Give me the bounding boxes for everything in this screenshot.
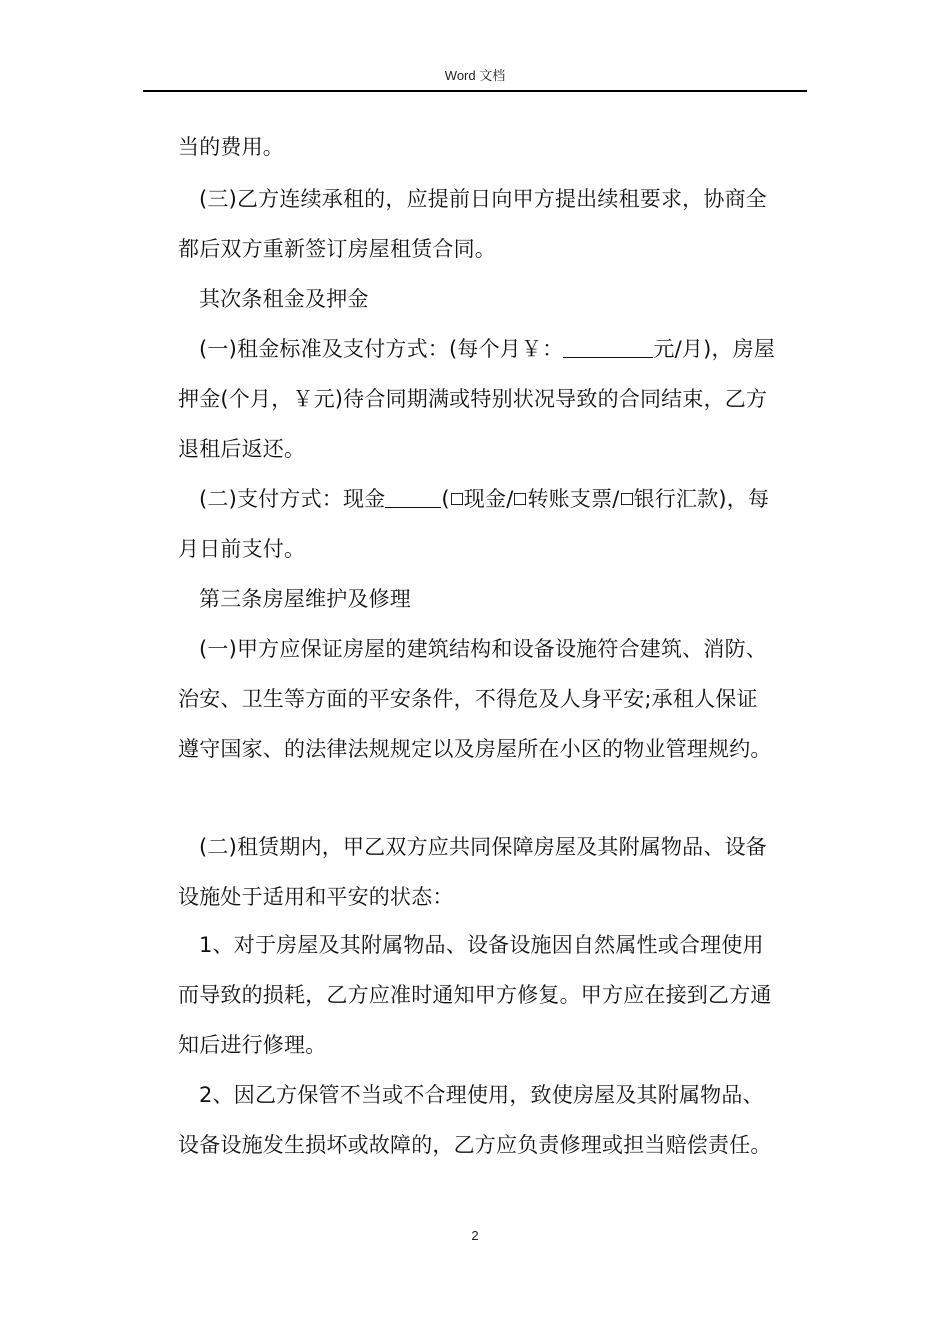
- payment-method-line: [199, 484, 839, 514]
- body-line: 2、因乙方保管不当或不合理使用，致使房屋及其附属物品、: [199, 1083, 764, 1107]
- payment-option-check: 转账支票/: [527, 487, 620, 511]
- payment-option-bank: 银行汇款)，每: [633, 487, 770, 511]
- body-line: (三)乙方连续承租的，应提前日向甲方提出续租要求，协商全: [199, 187, 767, 211]
- body-line: 1、对于房屋及其附属物品、设备设施因自然属性或合理使用: [199, 933, 764, 957]
- rent-text-before: (一)租金标准及支付方式：(每个月￥：: [199, 337, 564, 361]
- body-line: 治安、卫生等方面的平安条件，不得危及人身平安;承租人保证: [178, 687, 758, 711]
- payment-blank: [385, 487, 441, 508]
- page-number: 2: [471, 1228, 479, 1243]
- section-heading: 其次条租金及押金: [199, 287, 369, 311]
- body-line: 退租后返还。: [178, 437, 306, 461]
- body-line: (二)租赁期内，甲乙双方应共同保障房屋及其附属物品、设备: [199, 835, 767, 859]
- body-line: 押金(个月，￥元)待合同期满或特别状况导致的合同结束，乙方: [178, 387, 768, 411]
- rent-text-after: 元/月)，房屋: [653, 337, 776, 361]
- page-header: [143, 64, 807, 92]
- rent-standard-line: [199, 334, 839, 364]
- checkbox-icon: [514, 493, 526, 505]
- payment-open-paren: (: [441, 487, 450, 511]
- checkbox-icon: [621, 493, 633, 505]
- body-line: 设备设施发生损坏或故障的，乙方应负责修理或担当赔偿责任。: [178, 1133, 772, 1157]
- payment-option-cash: 现金/: [463, 487, 514, 511]
- checkbox-icon: [451, 493, 463, 505]
- body-line: (一)甲方应保证房屋的建筑结构和设备设施符合建筑、消防、: [199, 637, 767, 661]
- section-heading: 第三条房屋维护及修理: [199, 587, 411, 611]
- payment-text-before: (二)支付方式：现金: [199, 487, 386, 511]
- body-line: 遵守国家、的法律法规规定以及房屋所在小区的物业管理规约。: [178, 737, 772, 761]
- header-title: Word 文档: [444, 68, 506, 83]
- body-line: 而导致的损耗，乙方应准时通知甲方修复。甲方应在接到乙方通: [178, 983, 772, 1007]
- body-line: 知后进行修理。: [178, 1033, 327, 1057]
- body-line: 当的费用。: [178, 135, 284, 159]
- body-line: 月日前支付。: [178, 537, 306, 561]
- body-line: 都后双方重新签订房屋租赁合同。: [178, 237, 496, 261]
- rent-amount-blank: [563, 337, 653, 358]
- body-line: 设施处于适用和平安的状态：: [178, 885, 454, 909]
